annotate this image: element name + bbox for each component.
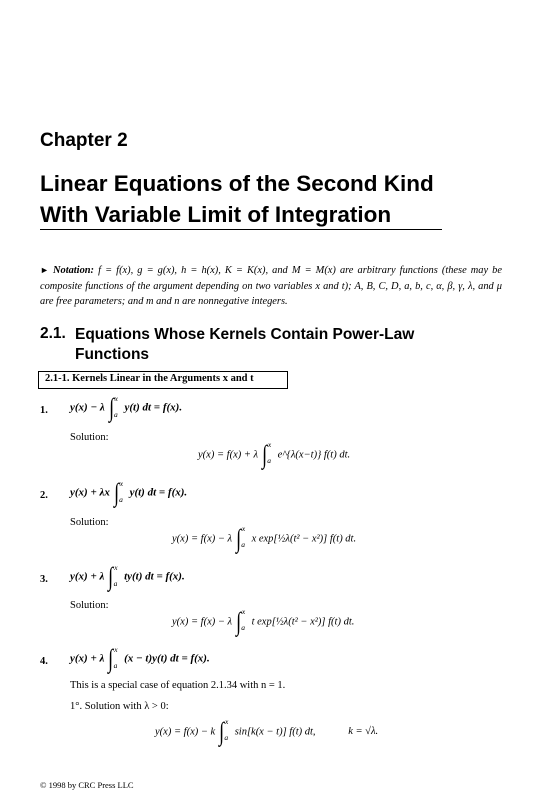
section-title: Equations Whose Kernels Contain Power-Law Functions xyxy=(75,326,415,363)
chapter-title xyxy=(40,168,460,230)
case-label: 1°. Solution with λ > 0: xyxy=(70,701,169,712)
solution-label: Solution: xyxy=(70,517,109,528)
equation: y(x) + λ ∫$^x_a$ ty(t) dt = f(x). xyxy=(70,562,185,591)
notation-paragraph xyxy=(40,263,502,310)
chapter-label: Chapter 2 xyxy=(40,130,128,151)
integral-sign: ∫ xyxy=(108,644,114,673)
solution-formula: y(x) = f(x) − λ ∫$^x_a$ t exp[½λ(t² − x²)] f(t) dt. xyxy=(172,607,355,636)
integral-sign: ∫ xyxy=(108,562,114,591)
solution-formula: y(x) = f(x) − k ∫$^x_a$ sin[k(x − t)] f(t) dt, k = √λ. xyxy=(155,717,379,746)
notation-label: Notation: xyxy=(53,265,95,276)
notation-text: f = f(x), g = g(x), h = h(x), K = K(x), and M = M(x) are arbitrary functions (these may be composite functions of the argument depending on two variables x and t); A, B, C, D, a, b, c, α, β, γ, λ, and μ are free parameters; and m and n are nonnegative integers. xyxy=(40,265,502,307)
equation-number: 1. xyxy=(40,405,48,416)
equation-number: 4. xyxy=(40,656,48,667)
equation-number: 2. xyxy=(40,490,48,501)
equation: y(x) − λ ∫$^x_a$ y(t) dt = f(x). xyxy=(70,393,183,422)
equation-number: 3. xyxy=(40,574,48,585)
section-number: 2.1. xyxy=(40,325,66,342)
solution-formula: y(x) = f(x) − λ ∫$^x_a$ x exp[½λ(t² − x²)] f(t) dt. xyxy=(172,524,357,553)
title-line-1: Linear Equations of the Second Kind xyxy=(40,171,434,196)
integral-sign: ∫ xyxy=(108,393,114,422)
triangle-bullet-icon: ► xyxy=(40,265,49,275)
copyright-footer: © 1998 by CRC Press LLC xyxy=(40,780,134,790)
solution-formula: y(x) = f(x) + λ ∫$^x_a$ e^{λ(x−t)} f(t) dt. xyxy=(198,440,351,469)
solution-label: Solution: xyxy=(70,600,109,611)
title-line-2: With Variable Limit of Integration xyxy=(40,202,392,227)
equation-note: This is a special case of equation 2.1.34 with n = 1. xyxy=(70,680,286,691)
equation: y(x) + λ ∫$^x_a$ (x − t)y(t) dt = f(x). xyxy=(70,644,210,673)
title-rule xyxy=(40,229,442,230)
integral-sign: ∫ xyxy=(113,478,119,507)
solution-label: Solution: xyxy=(70,432,109,443)
equation: y(x) + λx ∫$^x_a$ y(t) dt = f(x). xyxy=(70,478,188,507)
subsection-title: 2.1-1. Kernels Linear in the Arguments x and t xyxy=(45,373,254,384)
